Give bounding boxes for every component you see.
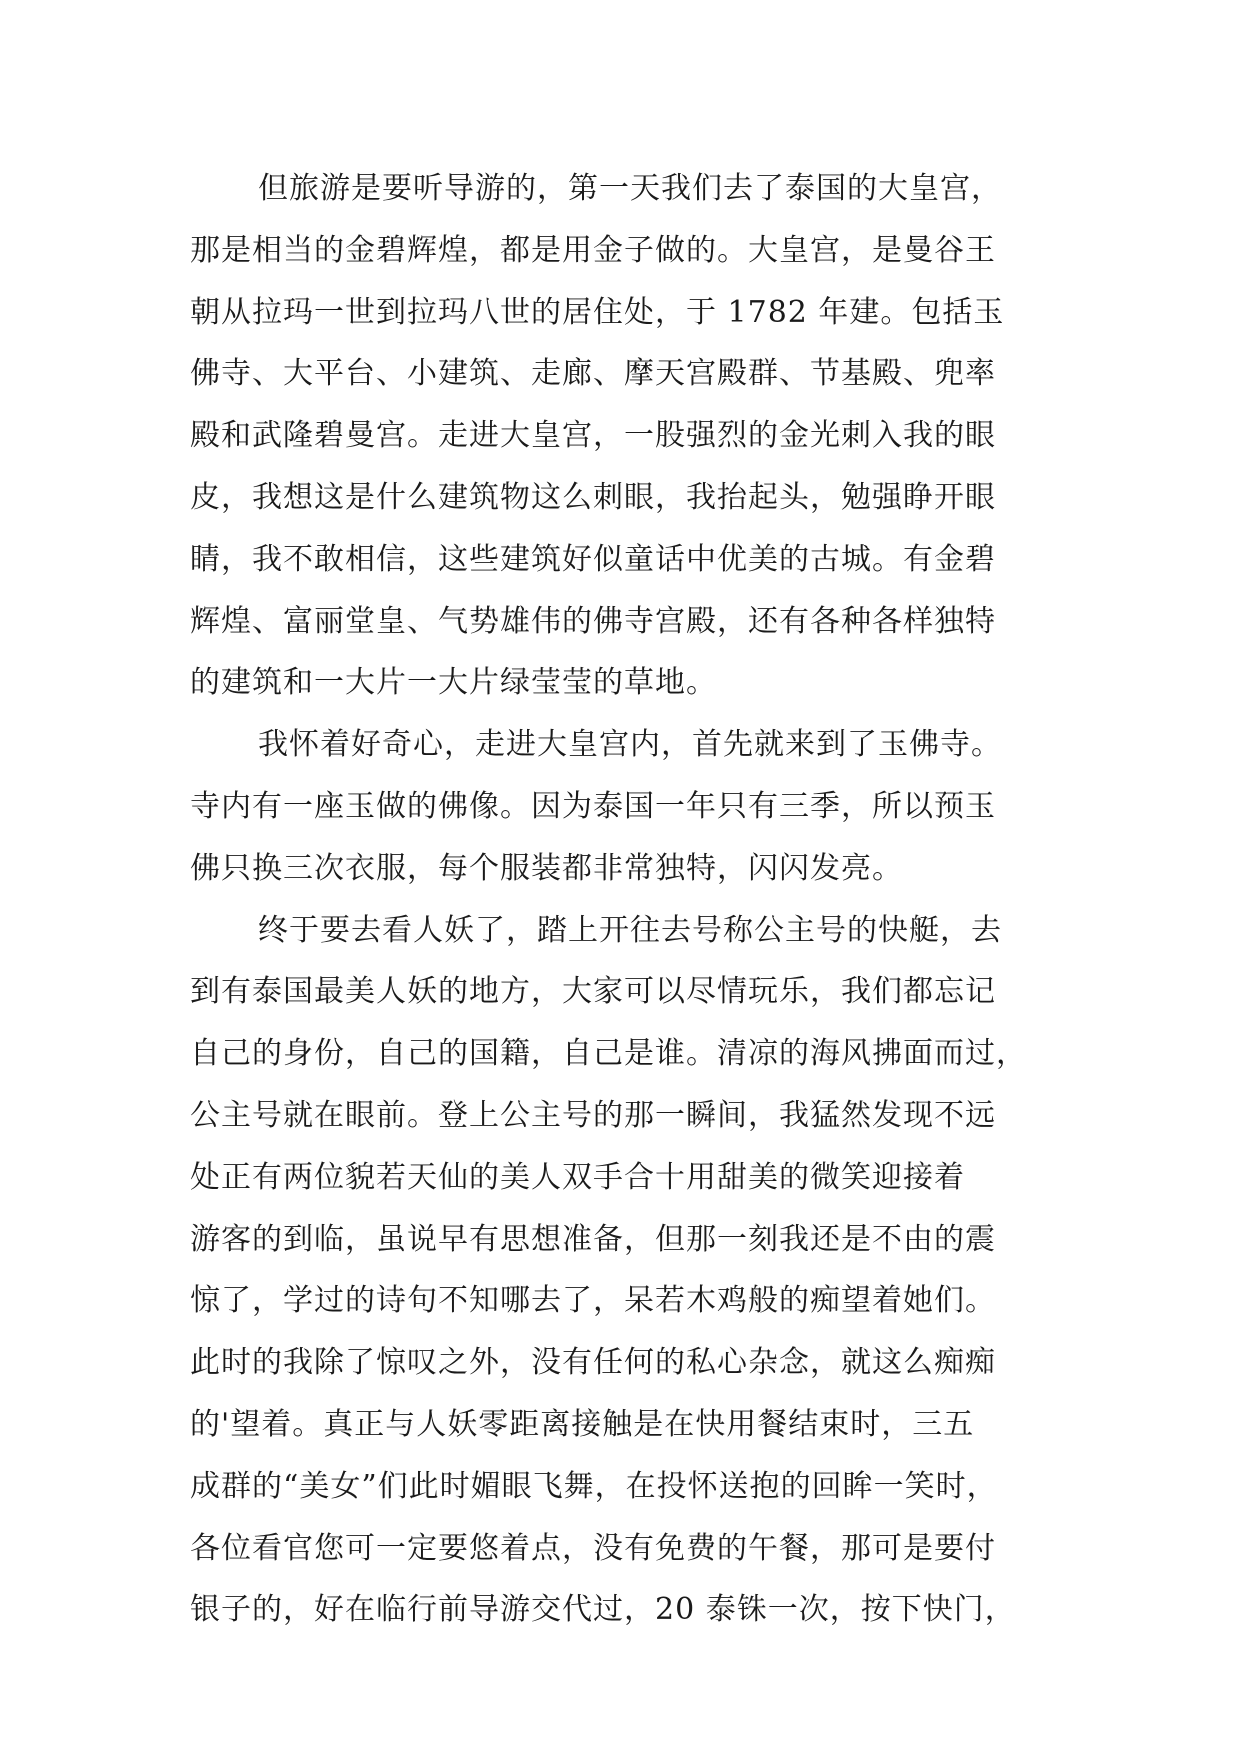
- paragraph-1-line-8: 辉煌、富丽堂皇、气势雄伟的佛寺宫殿，还有各种各样独特: [190, 603, 996, 639]
- paragraph-3-line-6: 游客的到临，虽说早有思想准备，但那一刻我还是不由的震: [190, 1221, 996, 1257]
- paragraph-3-line-12: 银子的，好在临行前导游交代过，20 泰铢一次，按下快门，: [190, 1592, 1016, 1628]
- paragraph-1-line-7: 睛，我不敢相信，这些建筑好似童话中优美的古城。有金碧: [190, 541, 996, 577]
- paragraph-1-line-5: 殿和武隆碧曼宫。走进大皇宫，一股强烈的金光刺入我的眼: [190, 418, 996, 454]
- paragraph-2-line-1: 我怀着好奇心，走进大皇宫内，首先就来到了玉佛寺。: [258, 727, 1002, 763]
- paragraph-3-line-7: 惊了，学过的诗句不知哪去了，呆若木鸡般的痴望着她们。: [190, 1283, 996, 1319]
- paragraph-1-line-1: 但旅游是要听导游的，第一天我们去了泰国的大皇宫，: [258, 171, 1002, 206]
- paragraph-1-line-3: 朝从拉玛一世到拉玛八世的居住处，于 1782 年建。包括玉: [190, 294, 1005, 330]
- paragraph-3-line-3: 自己的身份，自己的国籍，自己是谁。清凉的海风拂面而过，: [190, 1036, 1027, 1072]
- paragraph-2-line-3: 佛只换三次衣服，每个服装都非常独特，闪闪发亮。: [190, 850, 903, 886]
- paragraph-3-line-10: 成群的“美女”们此时媚眼飞舞，在投怀送抱的回眸一笑时，: [190, 1468, 998, 1504]
- paragraph-3-line-1: 终于要去看人妖了，踏上开往去号称公主号的快艇，去: [258, 912, 1002, 948]
- body-text: [190, 158, 1060, 1641]
- paragraph-2-line-2: 寺内有一座玉做的佛像。因为泰国一年只有三季，所以预玉: [190, 788, 996, 824]
- paragraph-3-line-2: 到有泰国最美人妖的地方，大家可以尽情玩乐，我们都忘记: [190, 974, 996, 1010]
- paragraph-3-line-8: 此时的我除了惊叹之外，没有任何的私心杂念，就这么痴痴: [190, 1345, 996, 1381]
- paragraph-3-line-11: 各位看官您可一定要悠着点，没有免费的午餐，那可是要付: [190, 1530, 996, 1566]
- paragraph-1-line-2: 那是相当的金碧辉煌，都是用金子做的。大皇宫，是曼谷王: [190, 232, 996, 268]
- paragraph-1-line-6: 皮，我想这是什么建筑物这么刺眼，我抬起头，勉强睁开眼: [190, 479, 996, 515]
- paragraph-1-line-4: 佛寺、大平台、小建筑、走廊、摩天宫殿群、节基殿、兜率: [190, 356, 996, 392]
- paragraph-3-line-5: 处正有两位貌若天仙的美人双手合十用甜美的微笑迎接着: [190, 1159, 965, 1195]
- paragraph-1-line-9: 的建筑和一大片一大片绿莹莹的草地。: [190, 665, 717, 701]
- paragraph-3-line-4: 公主号就在眼前。登上公主号的那一瞬间，我猛然发现不远: [190, 1097, 996, 1133]
- paragraph-3-line-9: 的'望着。真正与人妖零距离接触是在快用餐结束时，三五: [190, 1406, 975, 1442]
